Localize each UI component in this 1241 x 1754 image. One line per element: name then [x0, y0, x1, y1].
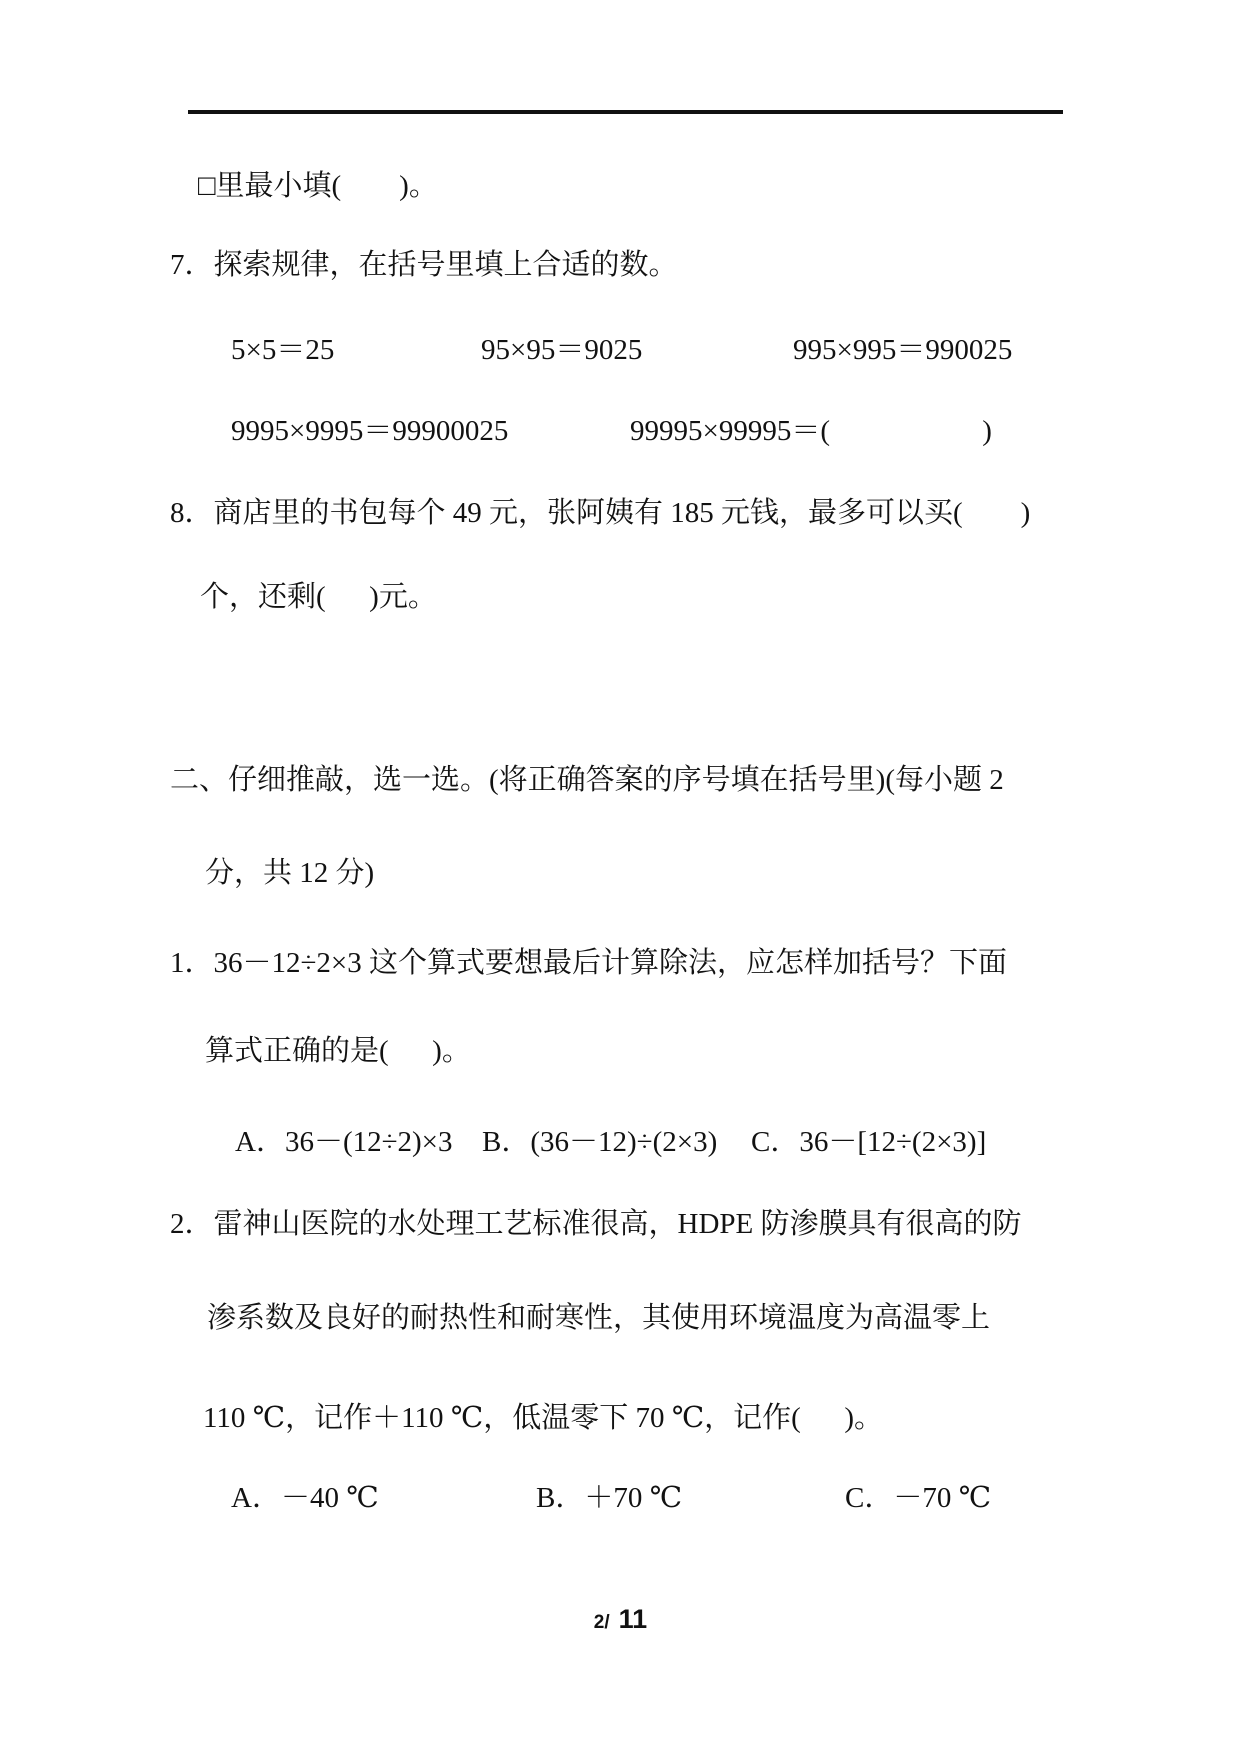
s2-q2-option-c: C．－70 ℃	[845, 1482, 992, 1514]
s2-question-1-text: 36－12÷2×3 这个算式要想最后计算除法，应怎样加括号？下面	[213, 947, 1008, 979]
s2-question-2-number: 2．	[170, 1208, 214, 1240]
section-2-number: 二、	[170, 764, 229, 796]
s2-q2-option-a: A．－40 ℃	[231, 1482, 379, 1514]
q7-equation-4: 9995×9995＝99900025	[231, 415, 509, 447]
page-number-current: 2/	[593, 1612, 610, 1633]
s2-question-2-text: 雷神山医院的水处理工艺标准很高，HDPE 防渗膜具有很高的防	[213, 1208, 1022, 1240]
section-2-heading-line2: 分，共 12 分)	[205, 857, 375, 889]
s2-q1-option-c: C．36－[12÷(2×3)]	[751, 1126, 987, 1158]
s2-q1-option-a: A．36－(12÷2)×3	[235, 1126, 453, 1158]
s2-question-2-line2: 渗系数及良好的耐热性和耐寒性，其使用环境温度为高温零上	[207, 1302, 991, 1334]
q7-equation-5-blank: 99995×99995＝( )	[630, 415, 992, 447]
s2-question-1-number: 1．	[170, 947, 214, 979]
header-rule	[188, 110, 1063, 114]
s2-question-1-line2: 算式正确的是( )。	[205, 1035, 471, 1067]
s2-q2-option-b: B．＋70 ℃	[536, 1482, 683, 1514]
question-8-line1	[170, 495, 1030, 531]
q7-equation-1: 5×5＝25	[231, 334, 335, 366]
q7-equation-3: 995×995＝990025	[793, 334, 1013, 366]
s2-q1-option-b: B．(36－12)÷(2×3)	[482, 1126, 718, 1158]
s2-question-2-line3: 110 ℃，记作＋110 ℃，低温零下 70 ℃，记作( )。	[203, 1402, 883, 1434]
question-7-number: 7．	[170, 249, 214, 281]
s2-question-1-line1	[170, 945, 1007, 981]
s2-question-2-line1	[170, 1206, 1022, 1242]
page-number-total: 11	[618, 1604, 648, 1634]
section-2-title: 仔细推敲，选一选。(将正确答案的序号填在括号里)(每小题 2	[228, 764, 1004, 796]
page-footer	[0, 1604, 1241, 1635]
question-8-number: 8．	[170, 497, 214, 529]
section-2-heading-line1	[170, 762, 1004, 798]
q7-equation-2: 95×95＝9025	[481, 334, 643, 366]
question-7-text: 探索规律，在括号里填上合适的数。	[213, 249, 678, 281]
question-8-line2: 个，还剩( )元。	[200, 581, 437, 613]
q6-continuation-line: □里最小填( )。	[198, 170, 438, 202]
question-8-text: 商店里的书包每个 49 元，张阿姨有 185 元钱，最多可以买( )	[213, 497, 1031, 529]
question-7-prompt	[170, 247, 678, 283]
